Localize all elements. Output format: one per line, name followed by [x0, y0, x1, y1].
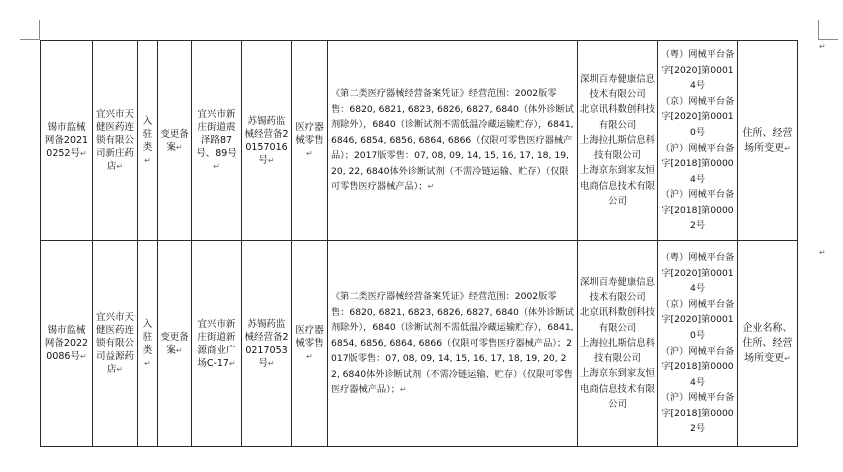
platform-companies-cell — [578, 41, 658, 241]
platform-license: （京）网械平台备字[2020]第00010号 — [660, 298, 735, 341]
row-end-mark: ↵ — [819, 248, 826, 257]
table-row — [41, 41, 798, 241]
platform-license: （沪）网械平台备字[2018]第00002号 — [660, 392, 735, 435]
type-cell: 入驻类↵ — [138, 41, 158, 241]
address-cell: 宜兴市新庄街道新源商业广场C-17↵ — [192, 241, 242, 447]
platform-licenses-cell — [658, 241, 738, 447]
crop-mark-right-v — [818, 20, 819, 40]
registration-table — [40, 40, 798, 447]
record-number-cell: 锡市监械网备20220086号↵ — [41, 241, 93, 447]
action-cell: 变更备案↵ — [158, 41, 192, 241]
platform-company: 上海拉扎斯信息科技有限公司 — [580, 337, 656, 365]
platform-company: 深圳百寿健康信息技术有限公司 — [580, 277, 656, 304]
platform-licenses-cell — [658, 41, 738, 241]
crop-mark-left-v — [39, 20, 40, 40]
category-cell: 医疗器械零售↵ — [292, 41, 328, 241]
platform-company: 上海京东到家友恒电商信息技术有限公司 — [580, 368, 656, 410]
platform-license: （沪）网械平台备字[2018]第00002号 — [660, 189, 735, 232]
record-number-cell: 锡市监械网备20210252号↵ — [41, 41, 93, 241]
type-cell: 入驻类↵ — [138, 241, 158, 447]
company-cell: 宜兴市天健医药连锁有限公司益源药店↵ — [93, 241, 138, 447]
platform-license: （粤）网械平台备字[2020]第00014号 — [660, 251, 735, 295]
platform-license: （沪）网械平台备字[2018]第00004号 — [660, 142, 735, 185]
platform-company: 深圳百寿健康信息技术有限公司 — [580, 74, 656, 101]
action-cell: 变更备案↵ — [158, 241, 192, 447]
platform-company: 北京讯科数创科技有限公司 — [580, 307, 656, 334]
crop-mark-right-h — [818, 39, 838, 40]
business-scope-cell: 《第二类医疗器械经营备案凭证》经营范围：2002版零售：6820, 6821, 6823, 6826, 6827, 6840（体外诊断试剂除外），6840（诊断试剂不需低温冷藏运输贮存），6841, 6846, 6854, 6856, 6864, 6866（仅限可零售医疗器械产品）；2017版零售：07, 08, 09, 14, 15, 16, 17, 18, 19, 20, 22, 6840体外诊断试剂（不需冷链运输、贮存）（仅限可零售医疗器械产品）；↵ — [328, 41, 578, 241]
platform-company: 北京讯科数创科技有限公司 — [580, 104, 656, 131]
change-note-cell: 企业名称、住所、经营场所变更↵ — [738, 241, 798, 447]
company-cell: 宜兴市天健医药连锁有限公司新庄药店↵ — [93, 41, 138, 241]
platform-license: （京）网械平台备字[2020]第00010号 — [660, 95, 735, 138]
cert-number-cell: 苏锡药监械经营备20157016号↵ — [242, 41, 292, 241]
crop-mark-left-h — [20, 39, 40, 40]
address-cell: 宜兴市新庄街道震泽路87号、89号↵ — [192, 41, 242, 241]
cert-number-cell: 苏锡药监械经营备20217053号↵ — [242, 241, 292, 447]
platform-company: 上海拉扎斯信息科技有限公司 — [580, 134, 656, 162]
platform-license: （沪）网械平台备字[2018]第00004号 — [660, 345, 735, 388]
category-cell: 医疗器械零售↵ — [292, 241, 328, 447]
business-scope-cell: 《第二类医疗器械经营备案凭证》经营范围：2002版零售：6820, 6821, 6823, 6826, 6827, 6840（体外诊断试剂除外），6840（诊断试剂不需低温冷藏运输贮存），6841, 6854, 6856, 6864, 6866（仅限可零售医疗器械产品）；2017版零售：07, 08, 09, 14, 15, 16, 17, 18, 19, 20, 22, 6840体外诊断试剂（不需冷链运输、贮存）（仅限可零售医疗器械产品）；↵ — [328, 241, 578, 447]
row-end-mark: ↵ — [819, 42, 826, 51]
table-row — [41, 241, 798, 447]
platform-companies-cell — [578, 241, 658, 447]
platform-license: （粤）网械平台备字[2020]第00014号 — [660, 48, 735, 92]
change-note-cell: 住所、经营场所变更↵ — [738, 41, 798, 241]
platform-company: 上海京东到家友恒电商信息技术有限公司 — [580, 165, 656, 207]
